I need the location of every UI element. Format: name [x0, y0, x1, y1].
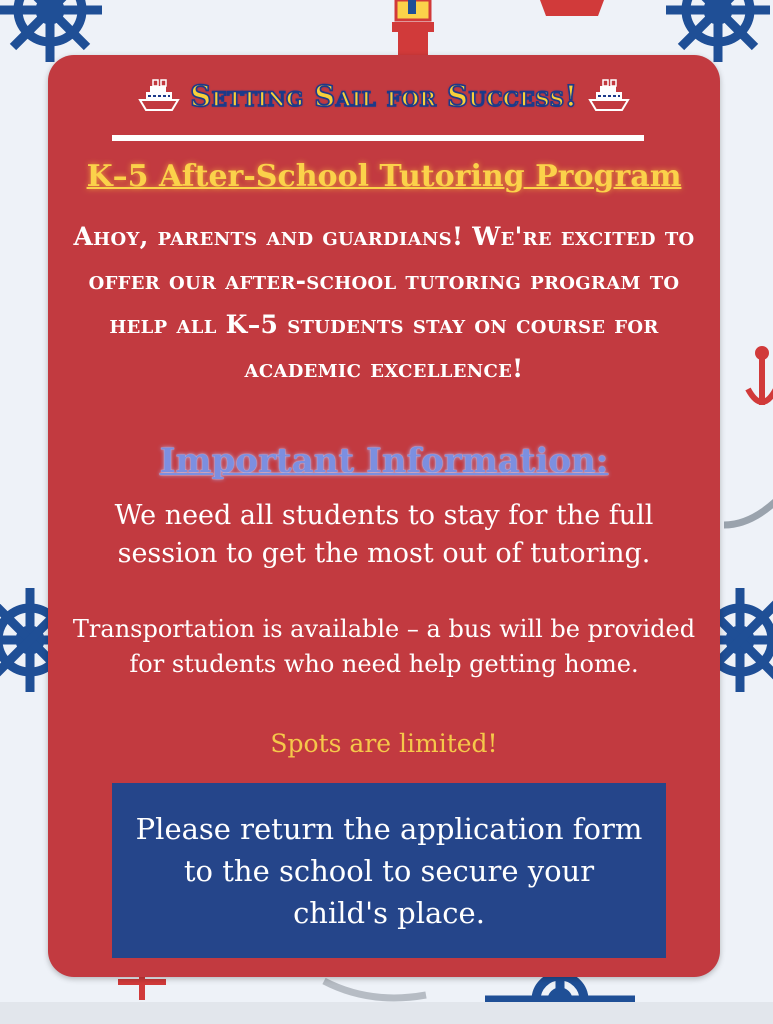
transportation-note: Transportation is available – a bus will be provided for students who need help getting home. — [72, 615, 696, 678]
ship-icon — [588, 78, 630, 114]
ship-icon — [138, 78, 180, 114]
full-session-note: We need all students to stay for the full session to get the most out of tutoring. — [114, 500, 654, 569]
header — [48, 73, 720, 119]
flyer-card — [48, 55, 720, 977]
anchor-icon — [720, 495, 773, 535]
intro-text: Ahoy, parents and guardians! We're excited to offer our after-school tutoring program to help all K–5 students stay on course for academic excellence! — [73, 222, 695, 383]
bottom-strip — [0, 1002, 773, 1024]
program-subtitle: K–5 After-School Tutoring Program — [86, 159, 682, 194]
application-callout-text: Please return the application form to the school to secure your child's place. — [135, 811, 643, 930]
important-heading: Important Information: — [159, 441, 609, 481]
flyer-title: Setting Sail for Success! — [190, 79, 578, 113]
anchor-icon — [320, 975, 430, 1005]
anchor-icon — [742, 345, 773, 415]
spots-limited-note: Spots are limited! — [270, 729, 498, 758]
application-callout — [112, 783, 666, 958]
title-divider — [112, 135, 644, 141]
lighthouse-icon — [388, 0, 438, 58]
sailboat-icon — [538, 0, 608, 20]
